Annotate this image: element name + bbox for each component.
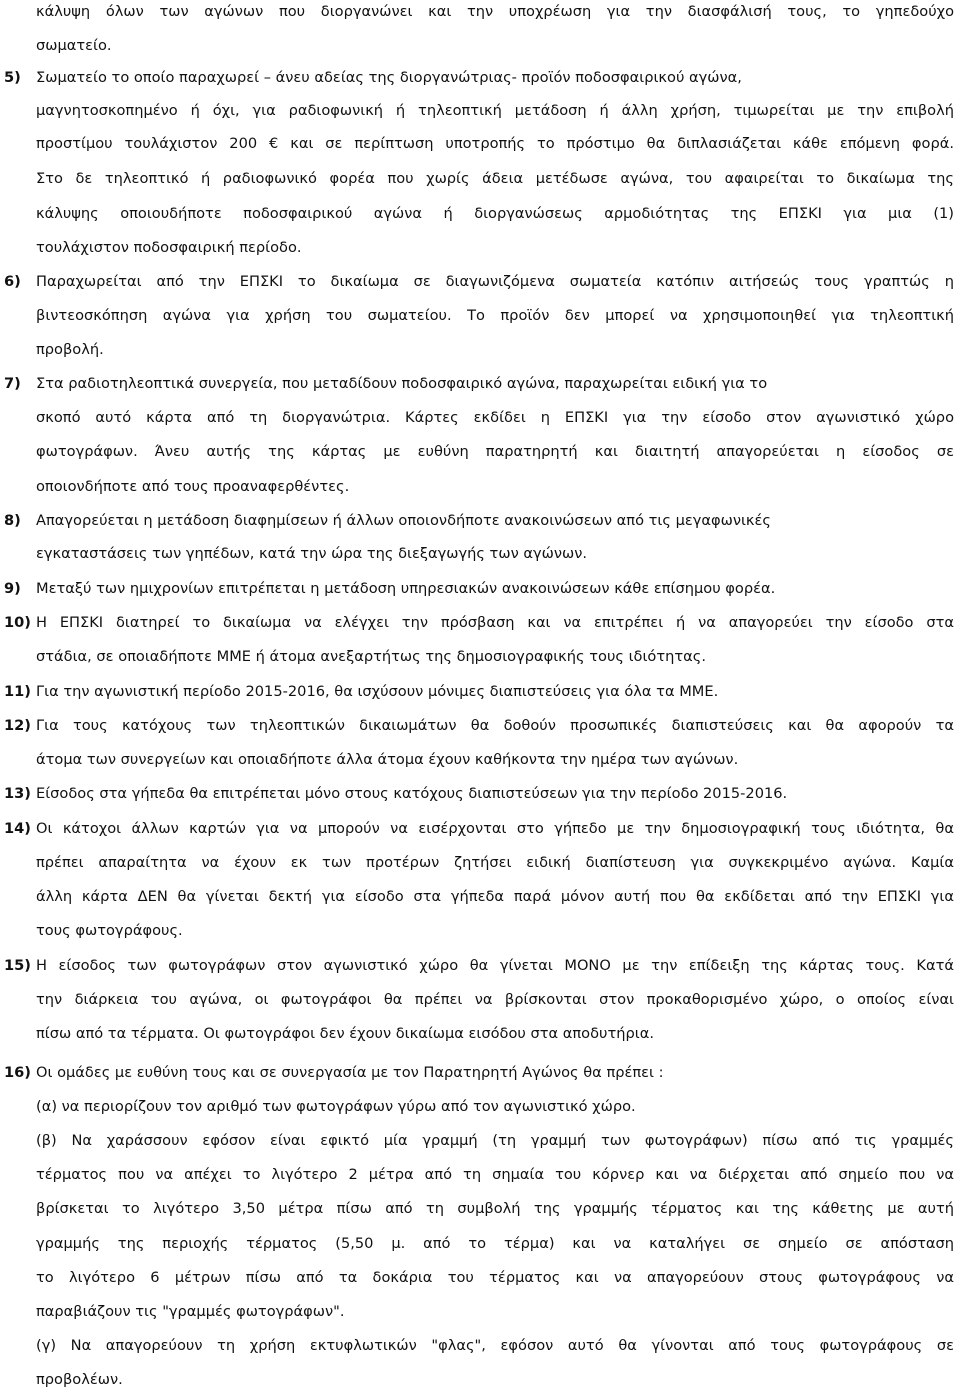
item-line: Η είσοδος των φωτογράφων στον αγωνιστικό χώρο θα γίνεται ΜΟΝΟ με την επίδειξη της κάρτας τους. Κατά — [36, 957, 954, 974]
item-number: 12) — [4, 717, 31, 734]
item-line: άλλη κάρτα ΔΕΝ θα γίνεται δεκτή για είσοδο στα γήπεδα παρά μόνον αυτή που θα εκδίδεται από την ΕΠΣΚΙ για — [36, 888, 954, 905]
sub-item-b-line: παραβιάζουν τις "γραμμές φωτογράφων". — [36, 1303, 345, 1320]
item-line: τουλάχιστον ποδοσφαιρική περίοδο. — [36, 239, 302, 256]
item-line: προβολή. — [36, 341, 104, 358]
sub-item-c-line: προβολέων. — [36, 1371, 123, 1388]
sub-item-b-line: το λιγότερο 6 μέτρων πίσω από τα δοκάρια του τέρματος και να απαγορεύουν στους φωτογράφους να — [36, 1269, 954, 1286]
item-line: Σωματείο το οποίο παραχωρεί – άνευ αδείας της διοργανώτριας- προϊόν ποδοσφαιρικού αγώνα, — [36, 69, 742, 86]
item-line: φωτογράφων. Άνευ αυτής της κάρτας με ευθύνη παρατηρητή και διαιτητή απαγορεύεται η είσοδος σε — [36, 443, 954, 460]
sub-item-c: (γ) Να απαγορεύουν τη χρήση εκτυφλωτικών "φλας", εφόσον αυτό θα γίνονται από τους φωτογράφους σε — [36, 1337, 954, 1354]
item-number: 9) — [4, 580, 21, 597]
item-line: μαγνητοσκοπημένο ή όχι, για ραδιοφωνική ή τηλεοπτική μετάδοση ή άλλη χρήση, τιμωρείται με την επιβολή — [36, 102, 954, 119]
item-line: Για τους κατόχους των τηλεοπτικών δικαιωμάτων θα δοθούν προσωπικές διαπιστεύσεις και θα αφορούν τα — [36, 717, 954, 734]
item-line: Η ΕΠΣΚΙ διατηρεί το δικαίωμα να ελέγχει την πρόσβαση και να επιτρέπει ή να απαγορεύει την είσοδο στα — [36, 614, 954, 631]
item-line: πίσω από τα τέρματα. Οι φωτογράφοι δεν έχουν δικαίωμα εισόδου στα αποδυτήρια. — [36, 1025, 654, 1042]
item-line: Είσοδος στα γήπεδα θα επιτρέπεται μόνο στους κατόχους διαπιστεύσεων για την περίοδο 2015-2016. — [36, 785, 788, 802]
item-number: 13) — [4, 785, 31, 802]
item-line: Στο δε τηλεοπτικό ή ραδιοφωνικό φορέα που χωρίς άδεια μετέδωσε αγώνα, του αφαιρείται το δικαίωμα της — [36, 170, 954, 187]
item-line: Για την αγωνιστική περίοδο 2015-2016, θα ισχύσουν μόνιμες διαπιστεύσεις για όλα τα ΜΜΕ. — [36, 683, 719, 700]
intro-line: σωματείο. — [36, 37, 112, 54]
item-number: 15) — [4, 957, 31, 974]
item-number: 6) — [4, 273, 21, 290]
item-line: Στα ραδιοτηλεοπτικά συνεργεία, που μεταδίδουν ποδοσφαιρικό αγώνα, παραχωρείται ειδική για το — [36, 375, 768, 392]
intro-line: κάλυψη όλων των αγώνων που διοργανώνει και την υποχρέωση για την διασφάλισή τους, το γηπεδούχο — [36, 3, 954, 20]
item-line: τους φωτογράφους. — [36, 922, 183, 939]
item-line: προστίμου τουλάχιστον 200 € και σε περίπτωση υποτροπής το πρόστιμο θα διπλασιάζεται κάθε επόμενη φορά. — [36, 135, 954, 152]
item-number: 7) — [4, 375, 21, 392]
item-line: σκοπό αυτό κάρτα από τη διοργανώτρια. Κάρτες εκδίδει η ΕΠΣΚΙ για την είσοδο στον αγωνιστικό χώρο — [36, 409, 954, 426]
item-line: οποιονδήποτε από τους προαναφερθέντες. — [36, 478, 350, 495]
item-line: πρέπει απαραίτητα να έχουν εκ των προτέρων ζητήσει ειδική διαπίστευση για συγκεκριμένο αγώνα. Καμία — [36, 854, 954, 871]
sub-item-b-line: βρίσκεται το λιγότερο 3,50 μέτρα πίσω από τη συμβολή της γραμμής τέρματος και της κάθετης με αυτή — [36, 1200, 954, 1217]
sub-item-b-line: τέρματος που να απέχει το λιγότερο 2 μέτρα από τη σημαία του κόρνερ και να διέρχεται από σημείο που να — [36, 1166, 954, 1183]
item-line: άτομα των συνεργείων και οποιαδήποτε άλλα άτομα έχουν καθήκοντα την ημέρα των αγώνων. — [36, 751, 739, 768]
item-number: 11) — [4, 683, 31, 700]
item-line: Οι κάτοχοι άλλων καρτών για να μπορούν να εισέρχονται στο γήπεδο με την δημοσιογραφική τους ιδιότητα, θα — [36, 820, 954, 837]
item-number: 10) — [4, 614, 31, 631]
item-line: κάλυψης οποιουδήποτε ποδοσφαιρικού αγώνα ή διοργανώσεως αρμοδιότητας της ΕΠΣΚΙ για μια (1) — [36, 205, 954, 222]
item-line: βιντεοσκόπηση αγώνα για χρήση του σωματείου. Το προϊόν δεν μπορεί να χρησιμοποιηθεί για τηλεοπτική — [36, 307, 954, 324]
item-line: στάδια, σε οποιαδήποτε ΜΜΕ ή άτομα ανεξαρτήτως της δημοσιογραφικής τους ιδιότητας. — [36, 648, 706, 665]
sub-item-a: (α) να περιορίζουν τον αριθμό των φωτογράφων γύρω από τον αγωνιστικό χώρο. — [36, 1098, 636, 1115]
item-number: 5) — [4, 69, 21, 86]
item-line: εγκαταστάσεις των γηπέδων, κατά την ώρα της διεξαγωγής των αγώνων. — [36, 545, 587, 562]
item-line: Μεταξύ των ημιχρονίων επιτρέπεται η μετάδοση υπηρεσιακών ανακοινώσεων κάθε επίσημου φορέα. — [36, 580, 776, 597]
item-line: την διάρκεια του αγώνα, οι φωτογράφοι θα πρέπει να βρίσκονται στον προκαθορισμένο χώρο, ο οποίος είναι — [36, 991, 954, 1008]
sub-item-b: (β) Να χαράσσουν εφόσον είναι εφικτό μία γραμμή (τη γραμμή των φωτογράφων) πίσω από τις γραμμές — [36, 1132, 954, 1149]
item-line: Απαγορεύεται η μετάδοση διαφημίσεων ή άλλων οποιονδήποτε ανακοινώσεων από τις μεγαφωνικές — [36, 512, 771, 529]
item-line: Οι ομάδες με ευθύνη τους και σε συνεργασία με τον Παρατηρητή Αγώνος θα πρέπει : — [36, 1064, 664, 1081]
item-number: 8) — [4, 512, 21, 529]
sub-item-b-line: γραμμής της περιοχής τέρματος (5,50 μ. από το τέρμα) και να καταλήγει σε σημείο σε απόσταση — [36, 1235, 954, 1252]
item-line: Παραχωρείται από την ΕΠΣΚΙ το δικαίωμα σε διαγωνιζόμενα σωματεία κατόπιν αιτήσεώς τους γραπτώς η — [36, 273, 954, 290]
item-number: 14) — [4, 820, 31, 837]
item-number: 16) — [4, 1064, 31, 1081]
